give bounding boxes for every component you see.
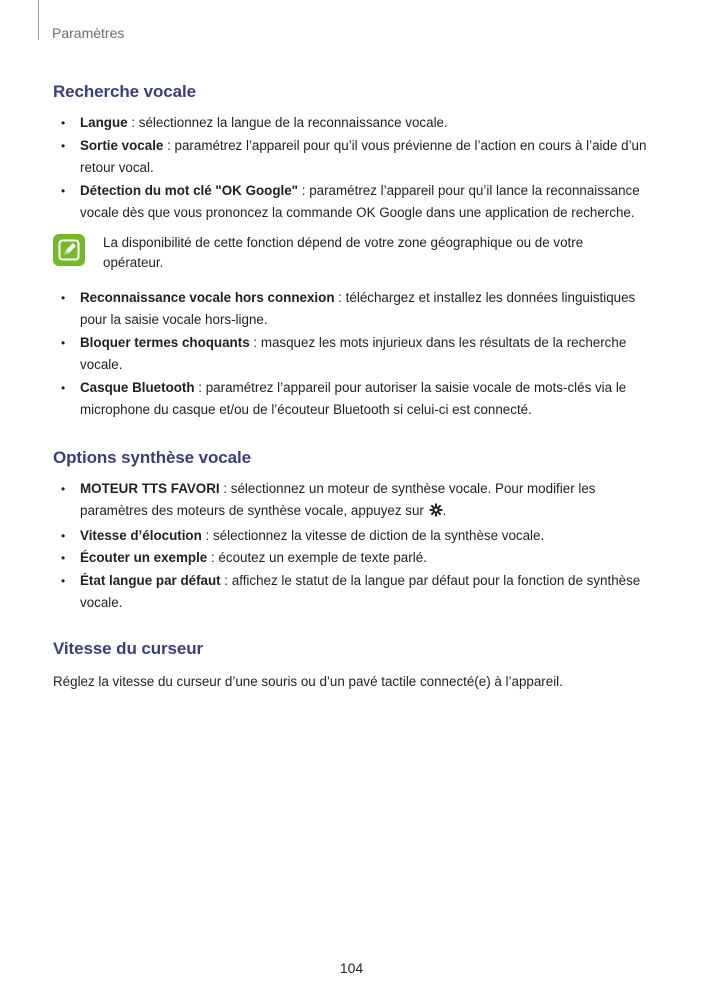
chapter-label: Paramètres — [52, 25, 125, 41]
note-text: La disponibilité de cette fonction dépend de votre zone géographique ou de votre opérateur. — [103, 234, 584, 270]
bullet-dot: • — [61, 183, 66, 198]
bullet-dot: • — [61, 290, 66, 305]
item-text: : téléchargez et installez les données linguistiques pour la saisie vocale hors-ligne. — [80, 289, 636, 327]
item-text: : masquez les mots injurieux dans les résultats de la recherche vocale. — [80, 334, 627, 372]
item-text: : paramétrez l’appareil pour qu’il vous prévienne de l’action en cours à l’aide d’un retour vocal. — [80, 137, 647, 175]
cursor-speed-text: Réglez la vitesse du curseur d’une souris ou d’un pavé tactile connecté(e) à l’appareil. — [53, 673, 563, 689]
item-text: : paramétrez l’appareil pour qu’il lance la reconnaissance vocale dès que vous prononcez la commande OK Google dans une application de recherche. — [80, 182, 640, 220]
item-term: État langue par défaut — [80, 572, 221, 588]
list-item — [53, 332, 653, 377]
item-text: : sélectionnez un moteur de synthèse vocale. Pour modifier les paramètres des moteurs de synthèse vocale, appuyez sur — [80, 480, 596, 518]
item-text: : sélectionnez la vitesse de diction de la synthèse vocale. — [201, 527, 545, 543]
item-text: : paramétrez l’appareil pour autoriser la saisie vocale de mots-clés via le microphone du casque et/ou de l’écouteur Bluetooth si celui-ci est connecté. — [80, 379, 627, 417]
bullet-dot: • — [61, 116, 66, 130]
list-item — [53, 287, 653, 332]
page-number: 104 — [339, 960, 364, 976]
bullet-dot: • — [61, 380, 66, 395]
list-item — [53, 377, 653, 422]
list-item — [53, 112, 653, 135]
item-term: Bloquer termes choquants — [80, 334, 250, 350]
page-content — [53, 80, 653, 693]
section-title-cursor-speed: Vitesse du curseur — [53, 638, 204, 658]
item-term: Casque Bluetooth — [80, 379, 195, 395]
section-title-voice-search: Recherche vocale — [53, 82, 196, 101]
list-item — [53, 135, 653, 180]
tts-options-list — [53, 478, 653, 615]
voice-search-list-b — [53, 287, 653, 422]
bullet-dot: • — [61, 335, 66, 350]
list-item — [53, 525, 653, 548]
item-term: MOTEUR TTS FAVORI — [80, 480, 220, 496]
section-title-tts-options: Options synthèse vocale — [53, 447, 251, 467]
item-term: Langue — [80, 115, 128, 130]
note-pencil-icon — [53, 234, 85, 266]
chapter-rule — [38, 0, 39, 40]
item-term: Détection du mot clé "OK Google" — [80, 182, 299, 198]
item-term: Reconnaissance vocale hors connexion — [80, 289, 335, 305]
bullet-dot: • — [61, 573, 66, 588]
list-item — [53, 570, 653, 615]
item-text: : affichez le statut de la langue par défaut pour la fonction de synthèse vocale. — [80, 572, 641, 610]
list-item — [53, 547, 653, 570]
bullet-dot: • — [61, 138, 66, 153]
bullet-dot: • — [61, 481, 66, 496]
voice-search-list-a — [53, 112, 653, 225]
bullet-dot: • — [61, 551, 66, 565]
item-term: Sortie vocale — [80, 137, 164, 153]
list-item — [53, 180, 653, 225]
item-text: : sélectionnez la langue de la reconnaissance vocale. — [127, 115, 448, 130]
item-text: : écoutez un exemple de texte parlé. — [207, 550, 427, 565]
item-tail: . — [442, 503, 447, 518]
item-term: Écouter un exemple — [80, 550, 208, 565]
note-box — [53, 233, 653, 273]
item-term: Vitesse d’élocution — [80, 527, 202, 543]
gear-icon — [429, 502, 443, 525]
bullet-dot: • — [61, 528, 66, 543]
list-item — [53, 478, 653, 525]
